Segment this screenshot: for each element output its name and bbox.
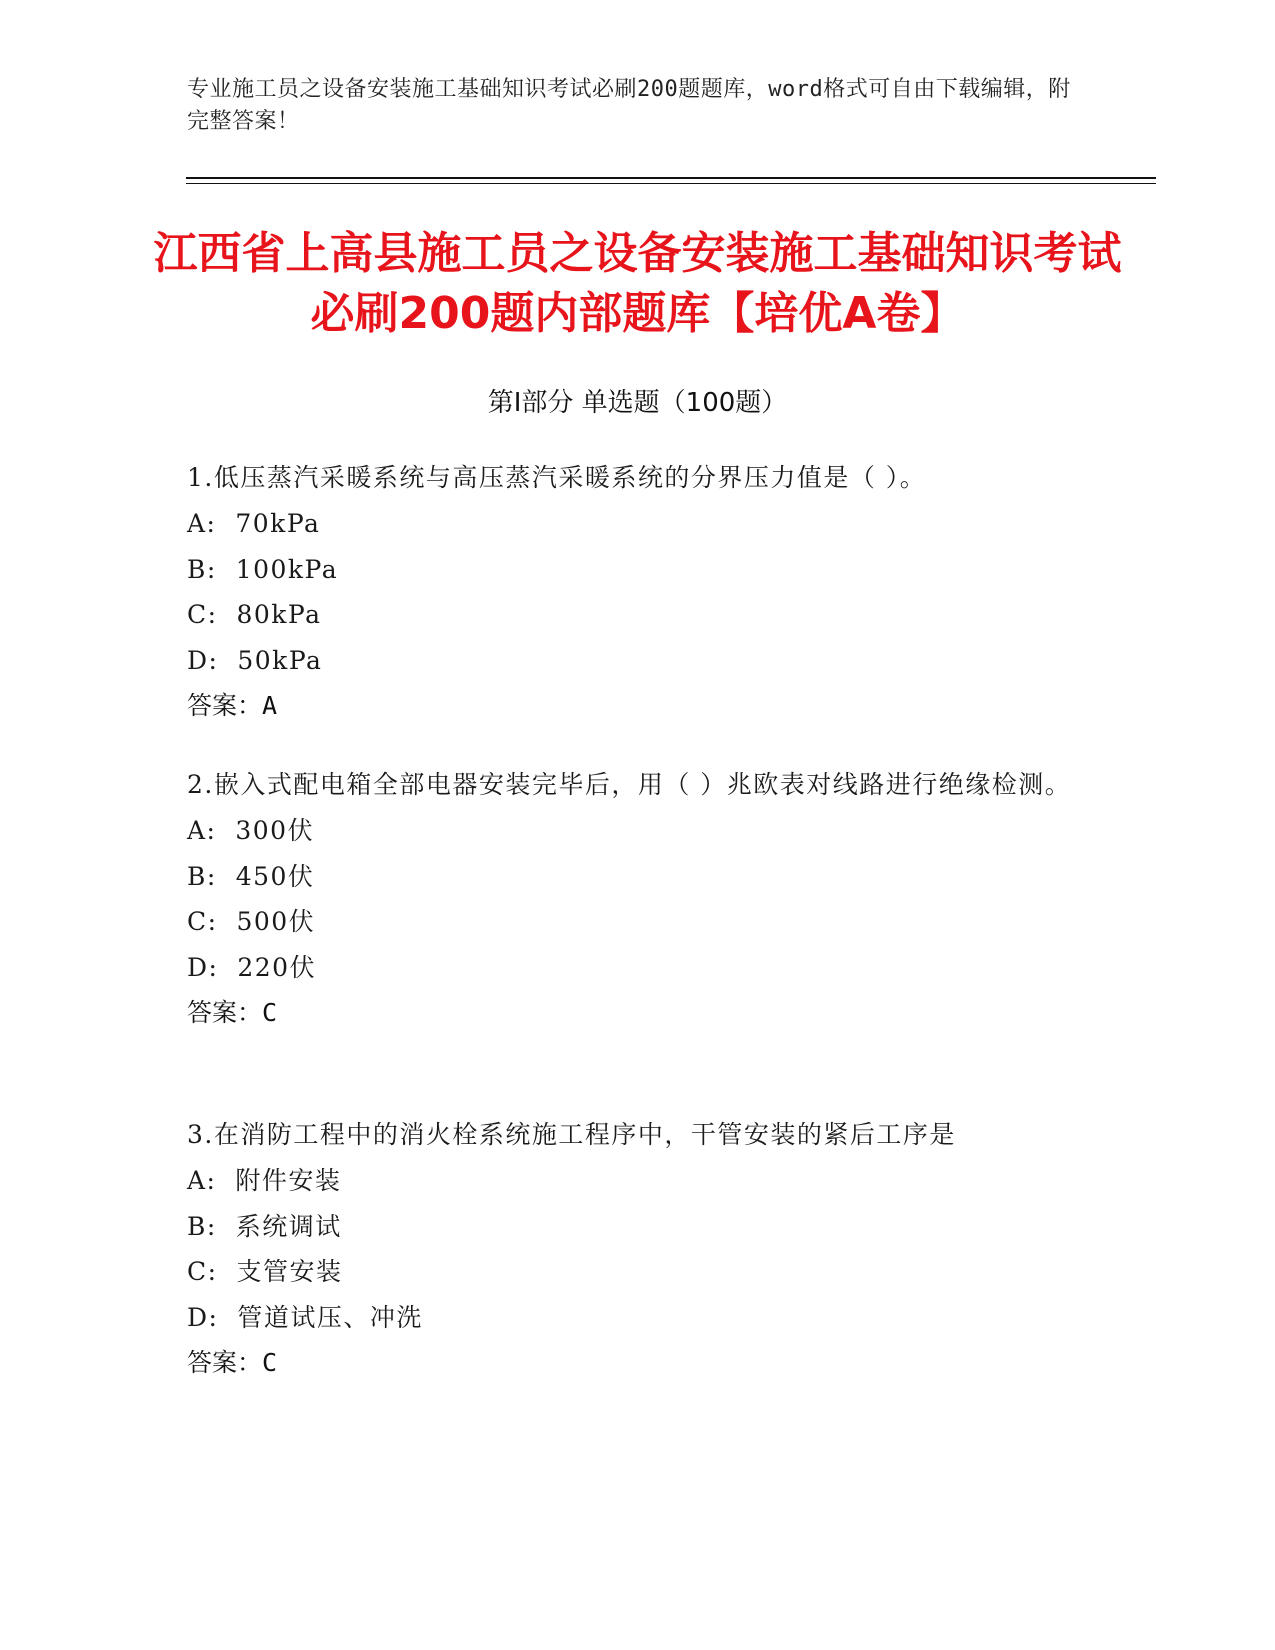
option-d: D: 220伏 [187,952,317,982]
document-title: 江西省上高县施工员之设备安装施工基础知识考试必刷200题内部题库【培优A卷】 [153,228,1122,339]
option-b: B: 450伏 [187,861,315,891]
option-a: A: 70kPa [187,509,321,538]
answer-line [187,990,1087,1035]
header-divider-thick [186,177,1156,179]
answer-line [187,683,1087,728]
answer-label: 答案： [187,998,263,1027]
option-b: B: 系统调试 [187,1211,342,1241]
option-c: C: 500伏 [187,907,316,936]
question-stem: 1.低压蒸汽采暖系统与高压蒸汽采暖系统的分界压力值是（ ）。 [187,463,927,492]
option-a: A: 300伏 [187,816,315,845]
header-divider-thin [186,183,1156,184]
option-c: C: 80kPa [187,600,322,629]
option-c: C: 支管安装 [187,1257,343,1286]
question-stem: 2.嵌入式配电箱全部电器安装完毕后，用（ ）兆欧表对线路进行绝缘检测。 [187,770,1072,799]
answer-line [187,1340,1087,1385]
question-1 [187,455,1087,728]
answer-value: C [262,998,278,1027]
answer-value: A [262,691,278,720]
answer-value: C [262,1348,278,1377]
question-3 [187,1112,1087,1385]
option-d: D: 管道试压、冲洗 [187,1302,423,1332]
option-d: D: 50kPa [187,645,323,675]
section-heading: 第I部分 单选题（100题） [487,388,788,418]
question-stem: 3.在消防工程中的消火栓系统施工程序中，干管安装的紧后工序是 [187,1120,956,1149]
question-2 [187,762,1087,1035]
option-b: B: 100kPa [187,554,339,584]
answer-label: 答案： [187,1348,263,1377]
option-a: A: 附件安装 [187,1166,342,1195]
header-note: 专业施工员之设备安装施工基础知识考试必刷200题题库，word格式可自由下载编辑，附完整答案！ [187,77,1071,134]
answer-label: 答案： [187,691,263,720]
